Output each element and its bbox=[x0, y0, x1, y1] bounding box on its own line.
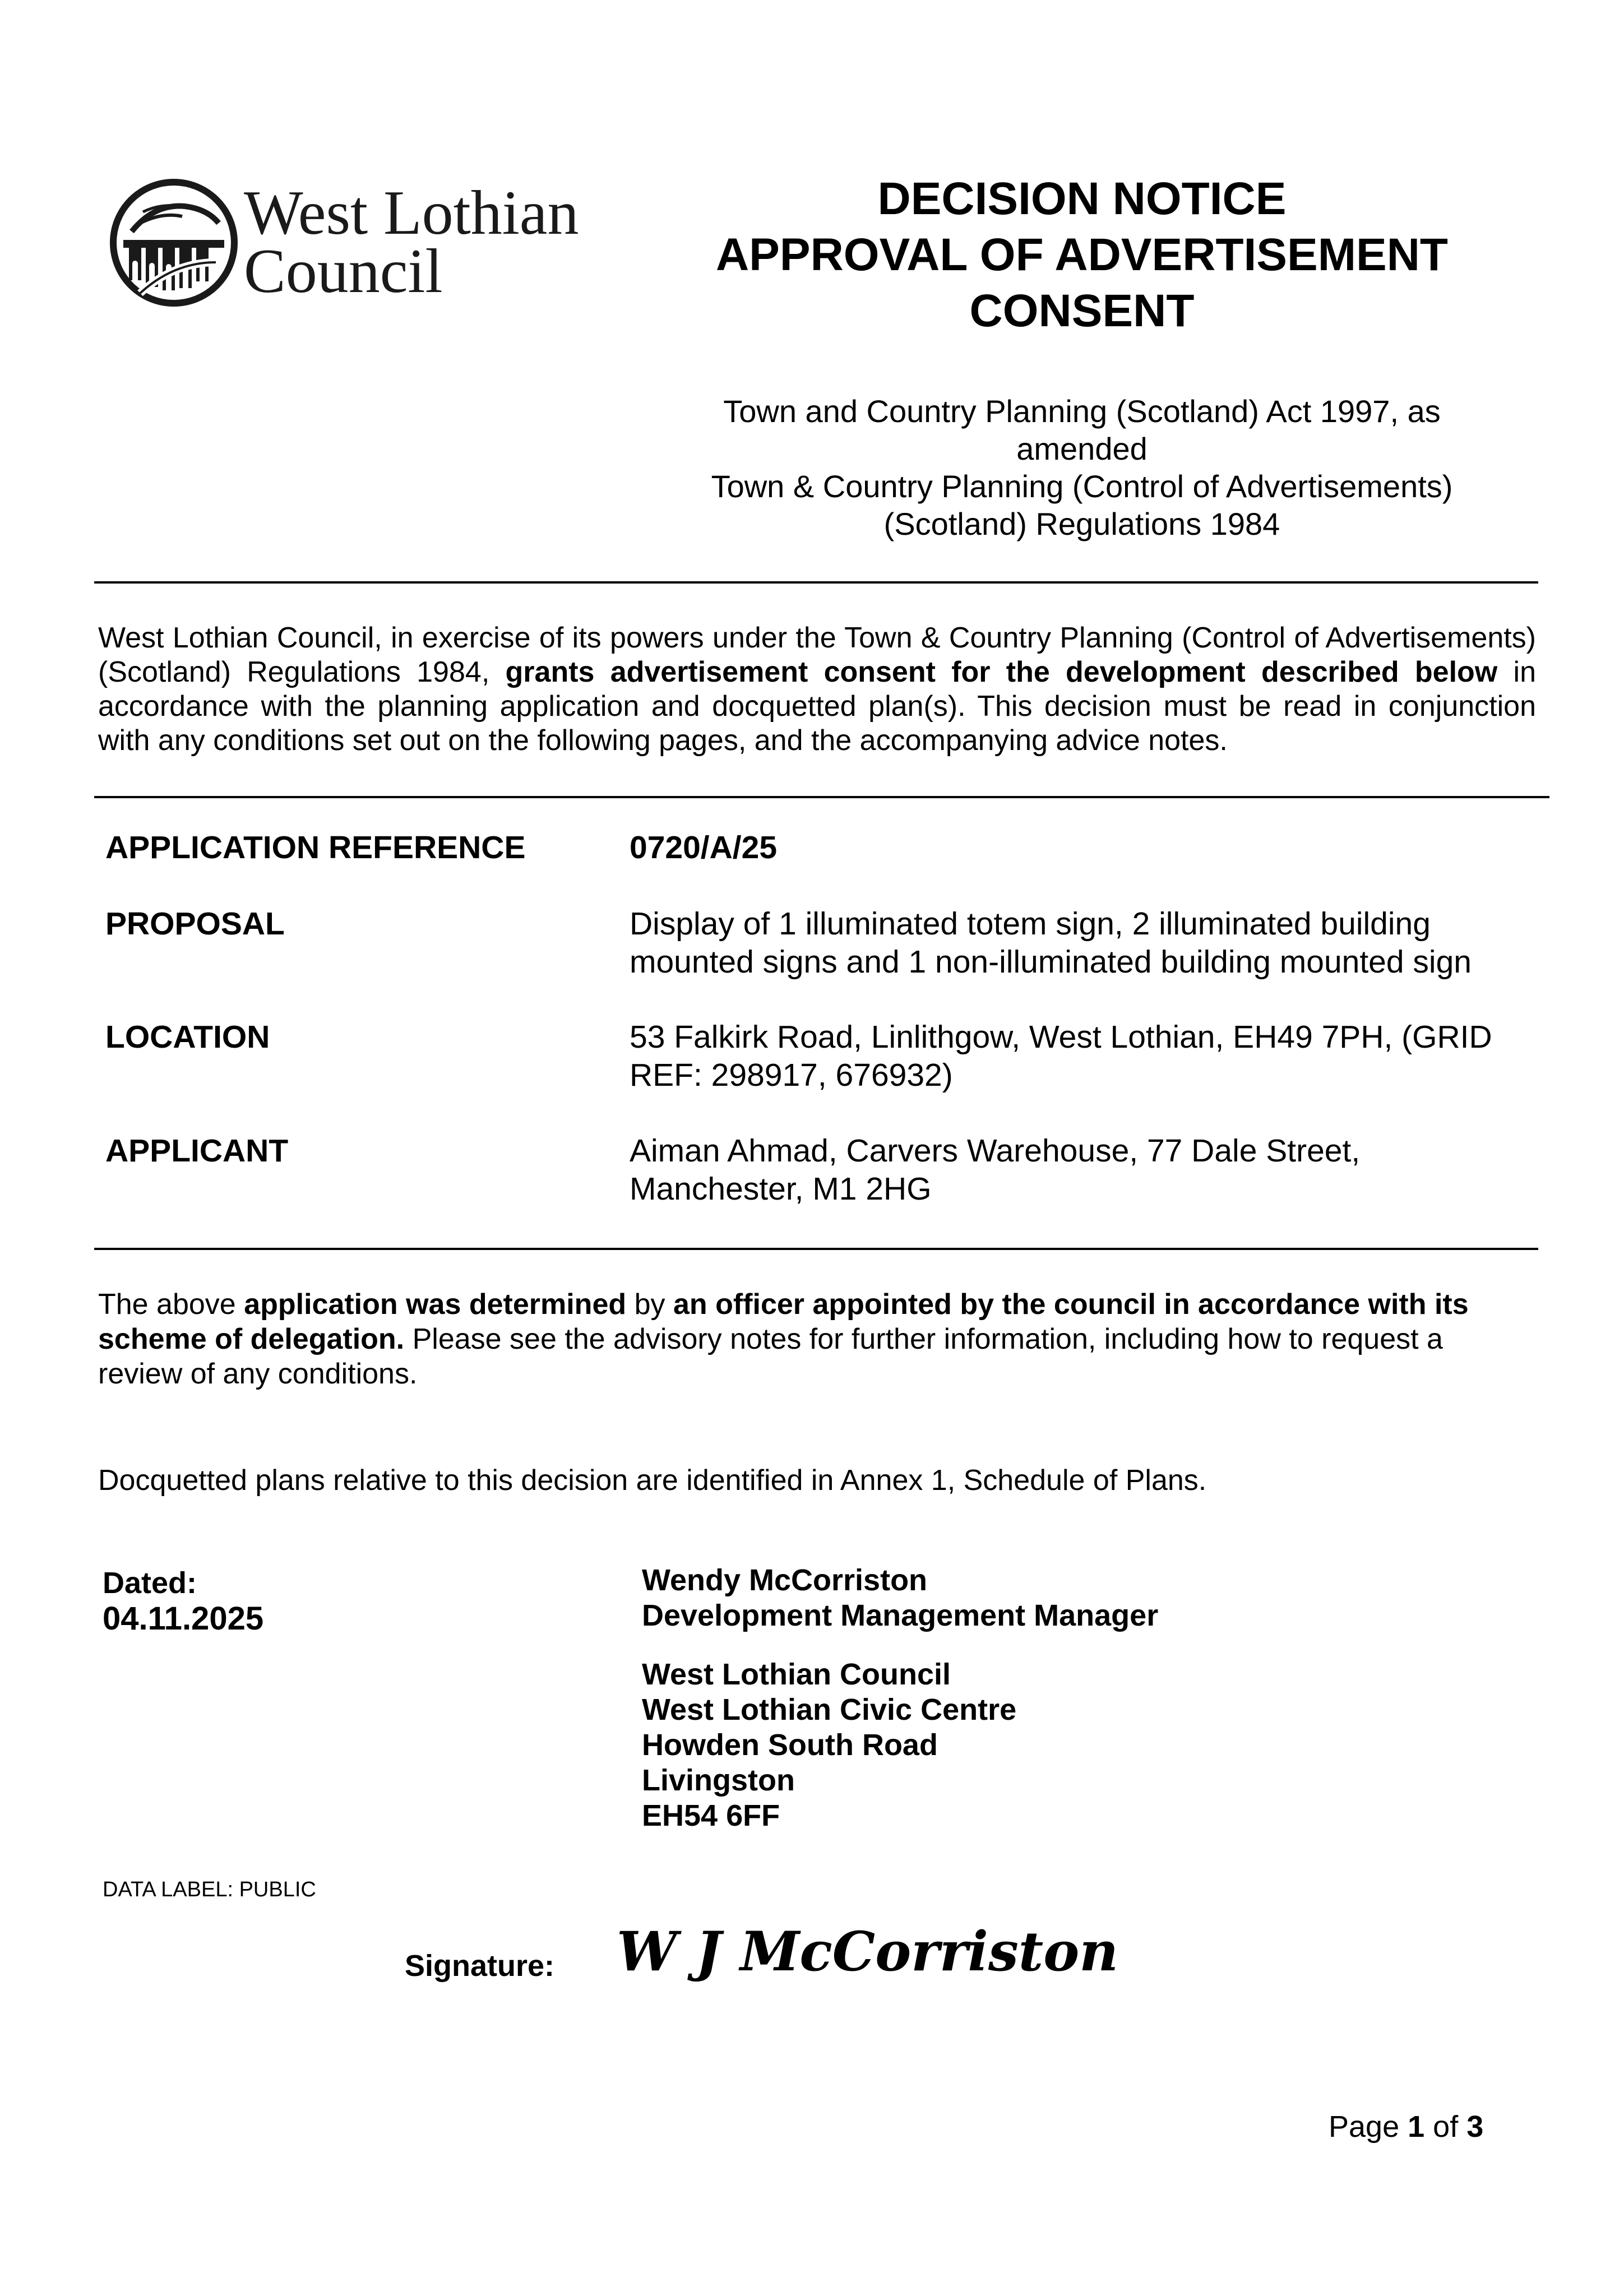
act-line-3: Town & Country Planning (Control of Advertisements) bbox=[711, 469, 1453, 504]
reference-value: 0720/A/25 bbox=[630, 830, 778, 865]
determination-bold-2: an officer appointed by the council in accordance with its scheme of delegation. bbox=[98, 1288, 1469, 1355]
divider bbox=[94, 581, 1538, 584]
signatory-address-4: EH54 6FF bbox=[642, 1799, 780, 1832]
signatory-name: Wendy McCorriston bbox=[642, 1563, 928, 1597]
intro-bold-text: grants advertisement consent for the development described below bbox=[505, 656, 1498, 688]
applicant-line-1: Aiman Ahmad, Carvers Warehouse, 77 Dale Street, bbox=[630, 1133, 1361, 1169]
intro-text: West Lothian Council, in exercise of its powers under the Town & Country Planning (Control of Advertisements) (Scotland) Regulations 1984, bbox=[98, 622, 1536, 688]
proposal-value bbox=[630, 905, 1538, 981]
page-total: 3 bbox=[1466, 2110, 1484, 2144]
divider bbox=[94, 796, 1549, 798]
intro-text-end: in accordance with the planning application and docquetted plan(s). This decision must be read in conjunction with any conditions set out on the following pages, and the accompanying advice notes. bbox=[98, 656, 1536, 757]
page-prefix: Page bbox=[1329, 2110, 1408, 2144]
logo-line-1: West Lothian bbox=[244, 178, 579, 248]
applicant-line-2: Manchester, M1 2HG bbox=[630, 1171, 932, 1207]
location-value bbox=[630, 1018, 1538, 1094]
logo-line-2: Council bbox=[244, 237, 443, 306]
signatory-address-1: West Lothian Civic Centre bbox=[642, 1693, 1017, 1726]
proposal-line-1: Display of 1 illuminated totem sign, 2 illuminated building bbox=[630, 906, 1431, 942]
page-of: of bbox=[1424, 2110, 1467, 2144]
applicant-label: APPLICANT bbox=[105, 1133, 289, 1169]
page-current: 1 bbox=[1408, 2110, 1425, 2144]
data-label: DATA LABEL: PUBLIC bbox=[103, 1878, 316, 1901]
location-line-2: REF: 298917, 676932) bbox=[630, 1057, 953, 1093]
page-number bbox=[1329, 2109, 1483, 2144]
applicant-value bbox=[630, 1132, 1538, 1208]
title-line-3: CONSENT bbox=[969, 285, 1195, 336]
logo-wordmark bbox=[244, 178, 579, 306]
signature-label: Signature: bbox=[405, 1949, 555, 1983]
determination-paragraph bbox=[98, 1287, 1533, 1391]
determination-text-end: Please see the advisory notes for further information, including how to request a review of any conditions. bbox=[98, 1323, 1443, 1390]
dated-block bbox=[103, 1565, 263, 1637]
act-line-1: Town and Country Planning (Scotland) Act 1997, as bbox=[723, 394, 1441, 429]
signatory-block bbox=[642, 1563, 1158, 1834]
docquetted-plans-note: Docquetted plans relative to this decision are identified in Annex 1, Schedule of Plans. bbox=[98, 1464, 1207, 1497]
signatory-title: Development Management Manager bbox=[642, 1599, 1159, 1632]
document-title bbox=[661, 171, 1502, 339]
proposal-label: PROPOSAL bbox=[105, 906, 285, 942]
act-line-4: (Scotland) Regulations 1984 bbox=[883, 506, 1280, 541]
signatory-org: West Lothian Council bbox=[642, 1658, 951, 1691]
title-line-2: APPROVAL OF ADVERTISEMENT bbox=[715, 229, 1449, 280]
dated-label: Dated: bbox=[103, 1566, 197, 1600]
viaduct-emblem-icon bbox=[109, 178, 238, 307]
determination-text: by bbox=[626, 1288, 673, 1321]
intro-paragraph bbox=[98, 621, 1536, 758]
handwritten-signature bbox=[614, 1914, 1119, 1993]
location-label: LOCATION bbox=[105, 1019, 270, 1055]
signature-text: W J McCorriston bbox=[617, 1920, 1119, 1983]
proposal-line-2: mounted signs and 1 non-illuminated building mounted sign bbox=[630, 944, 1472, 980]
signatory-address-2: Howden South Road bbox=[642, 1728, 938, 1762]
act-line-2: amended bbox=[1016, 431, 1148, 466]
title-line-1: DECISION NOTICE bbox=[877, 173, 1287, 224]
legislation-references bbox=[661, 392, 1502, 543]
dated-value: 04.11.2025 bbox=[103, 1600, 264, 1637]
location-line-1: 53 Falkirk Road, Linlithgow, West Lothian, EH49 7PH, (GRID bbox=[630, 1019, 1492, 1055]
signatory-address-3: Livingston bbox=[642, 1763, 795, 1797]
determination-text: The above bbox=[98, 1288, 244, 1321]
determination-bold-1: application was determined bbox=[244, 1288, 627, 1321]
council-logo bbox=[109, 174, 603, 314]
reference-label: APPLICATION REFERENCE bbox=[105, 830, 526, 865]
divider bbox=[94, 1248, 1538, 1250]
